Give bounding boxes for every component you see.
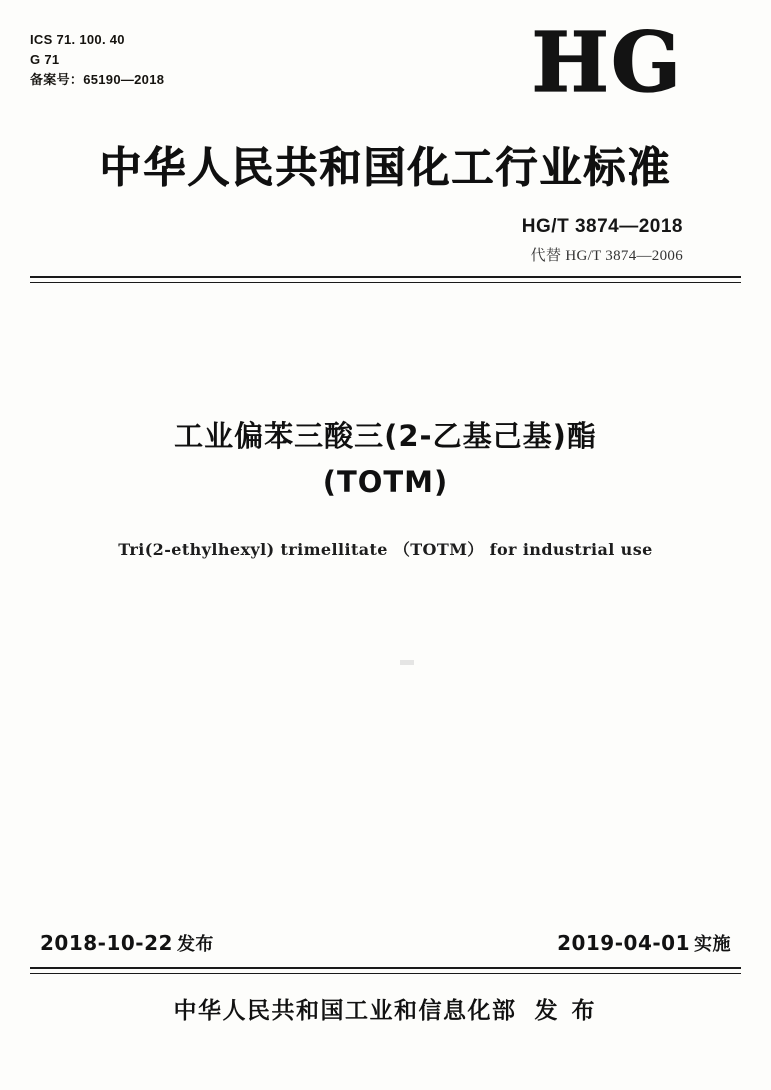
standard-code: HG/T 3874—2018 [521, 216, 683, 237]
effective-date-label: 实施 [694, 934, 731, 955]
divider-top-thin [30, 282, 741, 283]
subject-title-abbr: (TOTM) [322, 464, 449, 499]
divider-top-thick [30, 276, 741, 278]
standard-title: 中华人民共和国化工行业标准 [99, 143, 672, 192]
effective-date-item [557, 930, 731, 956]
subject-title-en: Tri(2-ethylhexyl) trimellitate （TOTM） for industrial use [118, 539, 653, 559]
ics-block [30, 30, 164, 90]
record-number: 备案号：65190—2018 [30, 72, 165, 88]
divider-bottom-thick [30, 967, 741, 969]
scan-artifact [400, 660, 414, 665]
subject-block [0, 415, 771, 560]
issue-date-label: 发布 [176, 934, 214, 955]
issue-date-item [40, 930, 214, 956]
divider-bottom-thin [30, 973, 741, 974]
publisher-name: 中华人民共和国工业和信息化部 [173, 998, 517, 1024]
publisher-block [0, 992, 771, 1025]
issue-date: 2018-10-22 [40, 931, 173, 955]
dates-row [40, 930, 731, 956]
standard-replaces: 代替 HG/T 3874—2006 [530, 248, 683, 264]
effective-date: 2019-04-01 [557, 931, 690, 955]
classification-code: G 71 [30, 52, 60, 68]
standard-code-block [522, 216, 683, 265]
hg-logo: HG [531, 15, 683, 111]
publisher-action: 发 布 [534, 998, 598, 1024]
ics-number: ICS 71. 100. 40 [30, 32, 125, 47]
subject-title-cn: 工业偏苯三酸三(2-乙基己基)酯 [174, 419, 597, 453]
